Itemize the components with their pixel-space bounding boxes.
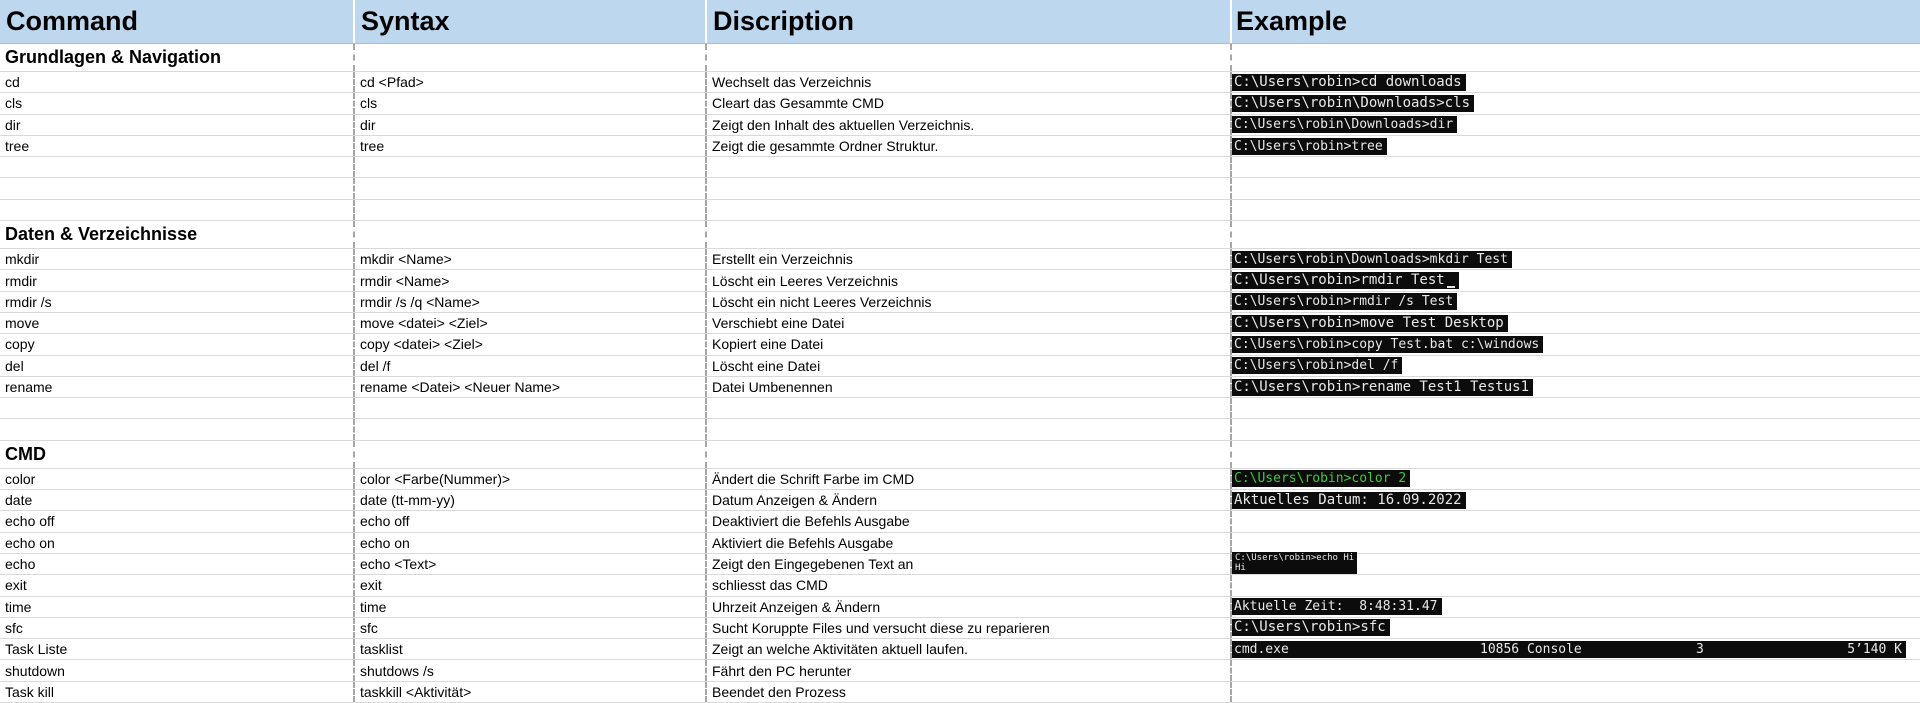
example-cell[interactable] (1230, 377, 1920, 397)
description-cell[interactable]: Löscht eine Datei (705, 356, 1230, 376)
table-row (0, 377, 1920, 398)
section-row (0, 441, 1920, 469)
command-cell[interactable]: cd (5, 74, 20, 91)
process-pid-session: 10856 Console (1480, 641, 1582, 657)
command-cell[interactable]: rename (5, 379, 53, 395)
example-cell[interactable] (1230, 93, 1920, 113)
description-cell[interactable]: Aktiviert die Befehls Ausgabe (705, 533, 1230, 553)
syntax-cell[interactable]: tasklist (353, 639, 705, 659)
example-cell[interactable] (1230, 490, 1920, 510)
empty-row (0, 178, 1920, 199)
terminal-text: C:\Users\robin>rmdir Test (1234, 272, 1445, 289)
process-session-number: 3 (1696, 641, 1704, 657)
command-cell[interactable]: Task kill (5, 683, 55, 700)
command-cell[interactable]: rmdir /s (5, 293, 52, 310)
syntax-cell[interactable]: cd <Pfad> (353, 72, 705, 92)
terminal-snippet: C:\Users\robin\Downloads>mkdir Test (1232, 251, 1512, 268)
syntax-cell[interactable]: copy <datei> <Ziel> (353, 334, 705, 354)
example-cell[interactable] (1230, 575, 1920, 595)
empty-cell[interactable] (0, 157, 353, 177)
example-cell[interactable] (1230, 356, 1920, 376)
empty-row (0, 157, 1920, 178)
syntax-cell[interactable]: mkdir <Name> (353, 249, 705, 269)
example-cell[interactable] (1230, 660, 1920, 680)
empty-cell[interactable] (353, 178, 705, 198)
description-cell[interactable]: Fährt den PC herunter (705, 660, 1230, 680)
process-memory: 5’140 K (1847, 641, 1902, 657)
description-cell[interactable]: Zeigt die gesammte Ordner Struktur. (705, 136, 1230, 156)
example-cell[interactable] (1230, 270, 1920, 290)
empty-cell[interactable] (353, 441, 705, 468)
terminal-snippet (1232, 272, 1459, 289)
description-cell[interactable]: Löscht ein nicht Leeres Verzeichnis (705, 292, 1230, 312)
example-cell[interactable] (1230, 115, 1920, 135)
command-cell[interactable]: mkdir (5, 251, 40, 268)
terminal-snippet: C:\Users\robin>sfc (1232, 619, 1390, 636)
empty-cell[interactable] (0, 200, 353, 220)
header-row (0, 0, 1920, 44)
example-cell[interactable] (1230, 511, 1920, 531)
section-title[interactable]: Grundlagen & Navigation (5, 47, 222, 67)
table-row (0, 313, 1920, 334)
terminal-snippet: C:\Users\robin>move Test Desktop (1232, 315, 1508, 332)
terminal-snippet: C:\Users\robin>color 2 (1232, 470, 1410, 487)
terminal-snippet: C:\Users\robin>rename Test1 Testus1 (1232, 379, 1533, 396)
empty-cell[interactable] (353, 398, 705, 418)
terminal-snippet: C:\Users\robin>del /f (1232, 357, 1402, 374)
command-cell[interactable]: date (5, 492, 33, 509)
empty-cell[interactable] (705, 441, 1230, 468)
example-cell[interactable] (1230, 554, 1920, 574)
terminal-snippet: C:\Users\robin>echo Hi Hi (1232, 552, 1357, 574)
table-row (0, 115, 1920, 136)
empty-cell[interactable] (1230, 200, 1920, 220)
example-cell[interactable] (1230, 249, 1920, 269)
description-cell[interactable]: Datei Umbenennen (705, 377, 1230, 397)
header-example[interactable]: Example (1230, 0, 1920, 43)
terminal-snippet: Aktuelle Zeit: 8:48:31.47 (1232, 598, 1442, 615)
command-cell[interactable]: Task Liste (5, 641, 68, 658)
command-cell[interactable]: color (5, 470, 36, 487)
empty-cell[interactable] (1230, 441, 1920, 468)
description-cell[interactable]: schliesst das CMD (705, 575, 1230, 595)
terminal-snippet: C:\Users\robin>tree (1232, 138, 1387, 155)
table-row (0, 72, 1920, 93)
description-cell[interactable]: Löscht ein Leeres Verzeichnis (705, 270, 1230, 290)
empty-cell[interactable] (353, 221, 705, 248)
example-cell[interactable] (1230, 292, 1920, 312)
command-cell[interactable]: exit (5, 577, 27, 594)
command-cell[interactable]: dir (5, 116, 21, 133)
empty-row (0, 200, 1920, 221)
terminal-snippet: C:\Users\robin\Downloads>cls (1232, 95, 1474, 112)
empty-cell[interactable] (353, 44, 705, 71)
command-cell[interactable]: shutdown (5, 662, 65, 679)
command-cell[interactable]: tree (5, 138, 30, 155)
section-row (0, 221, 1920, 249)
example-cell[interactable] (1230, 618, 1920, 638)
syntax-cell[interactable]: rmdir /s /q <Name> (353, 292, 705, 312)
command-cell[interactable]: copy (5, 336, 35, 353)
empty-cell[interactable] (705, 44, 1230, 71)
empty-cell[interactable] (705, 157, 1230, 177)
cursor-icon (1447, 286, 1455, 288)
table-row (0, 490, 1920, 511)
command-cell[interactable]: echo (5, 556, 36, 573)
empty-cell[interactable] (1230, 398, 1920, 418)
example-cell[interactable] (1230, 334, 1920, 354)
table-row (0, 93, 1920, 114)
terminal-snippet: C:\Users\robin>cd downloads (1232, 74, 1466, 91)
table-row (0, 618, 1920, 639)
command-cell[interactable]: time (5, 598, 32, 615)
empty-cell[interactable] (353, 419, 705, 439)
table-row (0, 356, 1920, 377)
description-cell[interactable]: Sucht Koruppte Files und versucht diese zu reparieren (705, 618, 1230, 638)
command-cell[interactable]: cls (5, 95, 23, 112)
table-row (0, 469, 1920, 490)
table-row (0, 511, 1920, 532)
empty-cell[interactable] (353, 200, 705, 220)
syntax-cell[interactable]: rename <Datei> <Neuer Name> (353, 377, 705, 397)
empty-cell[interactable] (705, 200, 1230, 220)
table-row (0, 533, 1920, 554)
example-cell[interactable] (1230, 72, 1920, 92)
example-cell[interactable] (1230, 313, 1920, 333)
example-cell[interactable] (1230, 639, 1920, 659)
syntax-cell[interactable]: dir (353, 115, 705, 135)
description-cell[interactable]: Kopiert eine Datei (705, 334, 1230, 354)
command-cell[interactable]: del (5, 357, 24, 374)
description-cell[interactable]: Verschiebt eine Datei (705, 313, 1230, 333)
description-cell[interactable]: Cleart das Gesammte CMD (705, 93, 1230, 113)
command-cell[interactable]: echo on (5, 534, 55, 551)
empty-cell[interactable] (1230, 178, 1920, 198)
header-command[interactable]: Command (6, 6, 139, 36)
syntax-cell[interactable]: rmdir <Name> (353, 270, 705, 290)
empty-cell[interactable] (1230, 157, 1920, 177)
process-name: cmd.exe (1234, 641, 1289, 657)
description-cell[interactable]: Datum Anzeigen & Ändern (705, 490, 1230, 510)
syntax-cell[interactable]: color <Farbe(Nummer)> (353, 469, 705, 489)
description-cell[interactable]: Zeigt an welche Aktivitäten aktuell laufen. (705, 639, 1230, 659)
example-cell[interactable] (1230, 682, 1920, 702)
description-cell[interactable]: Uhrzeit Anzeigen & Ändern (705, 597, 1230, 617)
description-cell[interactable]: Zeigt den Eingegebenen Text an (705, 554, 1230, 574)
example-cell[interactable] (1230, 597, 1920, 617)
empty-cell[interactable] (1230, 221, 1920, 248)
description-cell[interactable]: Deaktiviert die Befehls Ausgabe (705, 511, 1230, 531)
table-row (0, 334, 1920, 355)
description-cell[interactable]: Beendet den Prozess (705, 682, 1230, 702)
empty-row (0, 398, 1920, 419)
syntax-cell[interactable]: del /f (353, 356, 705, 376)
syntax-cell[interactable]: time (353, 597, 705, 617)
terminal-snippet (1232, 641, 1906, 658)
empty-cell[interactable] (353, 157, 705, 177)
terminal-snippet: Aktuelles Datum: 16.09.2022 (1232, 492, 1466, 509)
empty-cell[interactable] (0, 398, 353, 418)
table-row (0, 660, 1920, 681)
example-cell[interactable] (1230, 469, 1920, 489)
syntax-cell[interactable]: shutdows /s (353, 660, 705, 680)
section-title[interactable]: CMD (5, 443, 46, 464)
table-row (0, 270, 1920, 291)
empty-cell[interactable] (1230, 44, 1920, 71)
syntax-cell[interactable]: echo on (353, 533, 705, 553)
syntax-cell[interactable]: echo <Text> (353, 554, 705, 574)
command-cell[interactable]: sfc (5, 619, 23, 636)
section-title[interactable]: Daten & Verzeichnisse (5, 224, 198, 245)
syntax-cell[interactable]: tree (353, 136, 705, 156)
empty-cell[interactable] (1230, 419, 1920, 439)
syntax-cell[interactable]: taskkill <Aktivität> (353, 682, 705, 702)
syntax-cell[interactable]: echo off (353, 511, 705, 531)
empty-row (0, 419, 1920, 440)
description-cell[interactable]: Zeigt den Inhalt des aktuellen Verzeichnis. (705, 115, 1230, 135)
syntax-cell[interactable]: move <datei> <Ziel> (353, 313, 705, 333)
syntax-cell[interactable]: date (tt-mm-yy) (353, 490, 705, 510)
description-cell[interactable]: Ändert die Schrift Farbe im CMD (705, 469, 1230, 489)
empty-cell[interactable] (705, 419, 1230, 439)
description-cell[interactable]: Erstellt ein Verzeichnis (705, 249, 1230, 269)
syntax-cell[interactable]: cls (353, 93, 705, 113)
command-cell[interactable]: move (5, 315, 40, 332)
terminal-snippet: C:\Users\robin>copy Test.bat c:\windows (1232, 336, 1543, 353)
table-row (0, 292, 1920, 313)
example-cell[interactable] (1230, 136, 1920, 156)
command-cell[interactable]: echo off (5, 513, 55, 530)
table-row (0, 136, 1920, 157)
table-row (0, 575, 1920, 596)
empty-cell[interactable] (0, 178, 353, 198)
example-cell[interactable] (1230, 533, 1920, 553)
command-cell[interactable]: rmdir (5, 272, 37, 289)
syntax-cell[interactable]: exit (353, 575, 705, 595)
empty-cell[interactable] (0, 419, 353, 439)
empty-cell[interactable] (705, 221, 1230, 248)
section-row (0, 44, 1920, 72)
empty-cell[interactable] (705, 398, 1230, 418)
table-row (0, 639, 1920, 660)
table-row (0, 249, 1920, 270)
table-row (0, 597, 1920, 618)
syntax-cell[interactable]: sfc (353, 618, 705, 638)
header-description[interactable]: Discription (705, 0, 1230, 43)
terminal-snippet: C:\Users\robin\Downloads>dir (1232, 116, 1457, 133)
header-syntax[interactable]: Syntax (353, 0, 705, 43)
description-cell[interactable]: Wechselt das Verzeichnis (705, 72, 1230, 92)
terminal-snippet: C:\Users\robin>rmdir /s Test (1232, 293, 1457, 310)
empty-cell[interactable] (705, 178, 1230, 198)
table-row (0, 554, 1920, 575)
